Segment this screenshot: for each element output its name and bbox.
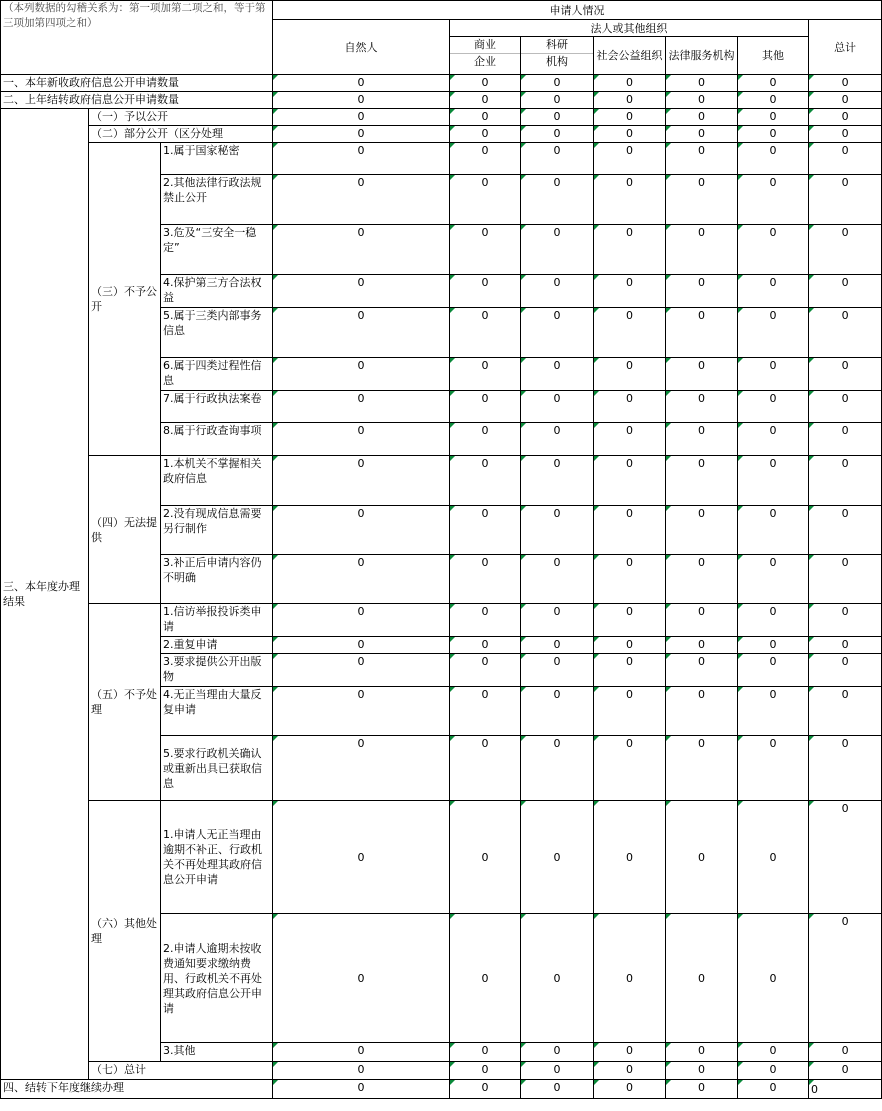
value-cell: 0 [738,391,809,423]
value-cell: 0 [594,126,666,143]
value-cell: 0 [450,654,521,687]
table-row [1,456,882,506]
total-cell: 0 [809,637,882,654]
value-cell: 0 [521,391,594,423]
value-cell: 0 [666,687,738,736]
value-cell: 0 [738,109,809,126]
row-label: 1.属于国家秘密 [161,143,273,175]
value-cell: 0 [273,801,450,914]
value-cell: 0 [594,736,666,801]
table-row [1,1080,882,1099]
value-cell: 0 [594,225,666,275]
value-cell: 0 [450,391,521,423]
value-cell: 0 [666,736,738,801]
total-cell: 0 [809,604,882,637]
total-cell: 0 [809,143,882,175]
value-cell: 0 [450,506,521,555]
row-label: 6.属于四类过程性信息 [161,358,273,391]
value-cell: 0 [521,687,594,736]
value-cell: 0 [594,1062,666,1080]
row-label: 3.要求提供公开出版物 [161,654,273,687]
value-cell: 0 [273,555,450,604]
header-legal: 法律服务机构 [666,37,738,75]
row-label: （一）予以公开 [89,109,273,126]
value-cell: 0 [521,1080,594,1099]
total-cell: 0 [809,687,882,736]
header-natural-person: 自然人 [273,20,450,75]
value-cell: 0 [666,308,738,358]
value-cell: 0 [450,801,521,914]
row-label: 3.补正后申请内容仍不明确 [161,555,273,604]
row-label: 1.信访举报投诉类申请 [161,604,273,637]
header-research-line1: 科研 [521,37,593,54]
header-commercial [450,37,521,75]
value-cell: 0 [273,456,450,506]
value-cell: 0 [273,654,450,687]
value-cell: 0 [666,75,738,92]
value-cell: 0 [666,637,738,654]
total-cell: 0 [809,456,882,506]
value-cell: 0 [521,143,594,175]
value-cell: 0 [521,225,594,275]
group-not-processed: （五）不予处理 [89,604,161,801]
value-cell: 0 [738,308,809,358]
value-cell: 0 [521,109,594,126]
table-row [1,75,882,92]
value-cell: 0 [738,1080,809,1099]
value-cell: 0 [273,423,450,456]
total-cell: 0 [809,391,882,423]
value-cell: 0 [521,308,594,358]
value-cell: 0 [450,109,521,126]
row-label: 二、上年结转政府信息公开申请数量 [1,92,273,109]
header-commercial-line1: 商业 [450,37,520,54]
total-cell: 0 [809,126,882,143]
value-cell: 0 [273,1043,450,1062]
value-cell: 0 [666,1062,738,1080]
value-cell: 0 [273,736,450,801]
total-cell: 0 [809,1043,882,1062]
value-cell: 0 [521,654,594,687]
value-cell: 0 [273,92,450,109]
value-cell: 0 [273,143,450,175]
total-cell: 0 [809,1062,882,1080]
total-cell: 0 [809,914,882,1043]
value-cell: 0 [666,109,738,126]
total-cell: 0 [809,358,882,391]
value-cell: 0 [738,175,809,225]
value-cell: 0 [450,1080,521,1099]
row-label: 3.其他 [161,1043,273,1062]
value-cell: 0 [594,654,666,687]
value-cell: 0 [273,604,450,637]
total-cell: 0 [809,506,882,555]
value-cell: 0 [594,143,666,175]
value-cell: 0 [738,143,809,175]
value-cell: 0 [521,92,594,109]
value-cell: 0 [450,275,521,308]
value-cell: 0 [594,275,666,308]
section-3-label: 三、本年度办理结果 [1,109,89,1080]
value-cell: 0 [738,423,809,456]
value-cell: 0 [594,92,666,109]
total-cell: 0 [809,736,882,801]
value-cell: 0 [450,736,521,801]
row-label: 2.没有现成信息需要另行制作 [161,506,273,555]
value-cell: 0 [450,456,521,506]
value-cell: 0 [738,126,809,143]
value-cell: 0 [521,637,594,654]
row-label: 1.申请人无正当理由逾期不补正、行政机关不再处理其政府信息公开申请 [161,801,273,914]
value-cell: 0 [521,275,594,308]
value-cell: 0 [594,75,666,92]
header-note: （本列数据的勾稽关系为：第一项加第二项之和，等于第三项加第四项之和） [1,1,273,75]
value-cell: 0 [594,456,666,506]
table-row [1,604,882,637]
value-cell: 0 [521,75,594,92]
value-cell: 0 [666,423,738,456]
value-cell: 0 [666,555,738,604]
value-cell: 0 [738,637,809,654]
value-cell: 0 [594,801,666,914]
value-cell: 0 [594,175,666,225]
value-cell: 0 [666,1080,738,1099]
value-cell: 0 [738,736,809,801]
total-cell: 0 [809,423,882,456]
group-other-processing: （六）其他处理 [89,801,161,1062]
table-row [1,1062,882,1080]
value-cell: 0 [450,687,521,736]
value-cell: 0 [666,914,738,1043]
value-cell: 0 [666,175,738,225]
header-applicant: 申请人情况 [273,1,882,20]
value-cell: 0 [450,637,521,654]
header-org-group: 法人或其他组织 [450,20,809,37]
value-cell: 0 [594,308,666,358]
value-cell: 0 [273,109,450,126]
total-cell: 0 [809,75,882,92]
value-cell: 0 [521,604,594,637]
value-cell: 0 [594,914,666,1043]
value-cell: 0 [450,143,521,175]
total-cell: 0 [809,92,882,109]
value-cell: 0 [738,275,809,308]
row-label: 4.无正当理由大量反复申请 [161,687,273,736]
value-cell: 0 [521,126,594,143]
row-label: （七）总计 [89,1062,273,1080]
value-cell: 0 [666,801,738,914]
value-cell: 0 [738,555,809,604]
value-cell: 0 [450,75,521,92]
value-cell: 0 [738,506,809,555]
value-cell: 0 [738,604,809,637]
value-cell: 0 [738,801,809,914]
value-cell: 0 [450,175,521,225]
value-cell: 0 [666,1043,738,1062]
row-label: 2.申请人逾期未按收费通知要求缴纳费用、行政机关不再处理其政府信息公开申请 [161,914,273,1043]
value-cell: 0 [666,143,738,175]
group-not-disclosed: （三）不予公开 [89,143,161,456]
value-cell: 0 [521,736,594,801]
value-cell: 0 [594,358,666,391]
row-label: 4.保护第三方合法权益 [161,275,273,308]
total-cell: 0 [809,275,882,308]
value-cell: 0 [594,555,666,604]
value-cell: 0 [666,506,738,555]
value-cell: 0 [738,92,809,109]
row-label: 3.危及“三安全一稳定” [161,225,273,275]
value-cell: 0 [273,175,450,225]
row-label: 一、本年新收政府信息公开申请数量 [1,75,273,92]
total-cell: 0 [809,225,882,275]
value-cell: 0 [594,423,666,456]
value-cell: 0 [273,225,450,275]
value-cell: 0 [666,225,738,275]
value-cell: 0 [738,358,809,391]
value-cell: 0 [450,308,521,358]
value-cell: 0 [273,1062,450,1080]
header-total: 总计 [809,20,882,75]
value-cell: 0 [666,358,738,391]
value-cell: 0 [273,358,450,391]
header-other: 其他 [738,37,809,75]
value-cell: 0 [666,391,738,423]
row-label: 5.要求行政机关确认或重新出具已获取信息 [161,736,273,801]
value-cell: 0 [273,914,450,1043]
header-research [521,37,594,75]
value-cell: 0 [273,275,450,308]
row-label: 四、结转下年度继续办理 [1,1080,273,1099]
value-cell: 0 [594,506,666,555]
value-cell: 0 [738,654,809,687]
value-cell: 0 [594,109,666,126]
value-cell: 0 [521,423,594,456]
total-cell: 0 [809,175,882,225]
value-cell: 0 [273,687,450,736]
value-cell: 0 [594,687,666,736]
table-row [1,92,882,109]
value-cell: 0 [738,1043,809,1062]
value-cell: 0 [666,126,738,143]
total-cell: 0 [809,308,882,358]
table-row [1,801,882,914]
table-row [1,143,882,175]
value-cell: 0 [450,1043,521,1062]
value-cell: 0 [666,275,738,308]
value-cell: 0 [594,1080,666,1099]
value-cell: 0 [521,175,594,225]
value-cell: 0 [666,92,738,109]
value-cell: 0 [450,604,521,637]
row-label: 5.属于三类内部事务信息 [161,308,273,358]
row-label: 1.本机关不掌握相关政府信息 [161,456,273,506]
value-cell: 0 [666,654,738,687]
header-commercial-line2: 企业 [474,55,497,68]
value-cell: 0 [594,1043,666,1062]
value-cell: 0 [450,225,521,275]
value-cell: 0 [273,391,450,423]
value-cell: 0 [450,126,521,143]
value-cell: 0 [738,914,809,1043]
value-cell: 0 [594,604,666,637]
value-cell: 0 [273,637,450,654]
value-cell: 0 [450,914,521,1043]
value-cell: 0 [666,456,738,506]
value-cell: 0 [738,456,809,506]
value-cell: 0 [521,456,594,506]
table-row [1,126,882,143]
total-cell: 0 [809,801,882,914]
value-cell: 0 [738,75,809,92]
row-label: 7.属于行政执法案卷 [161,391,273,423]
total-cell: 0 [809,1080,882,1099]
value-cell: 0 [738,687,809,736]
value-cell: 0 [450,423,521,456]
value-cell: 0 [273,75,450,92]
value-cell: 0 [273,308,450,358]
value-cell: 0 [521,914,594,1043]
value-cell: 0 [521,358,594,391]
value-cell: 0 [450,555,521,604]
group-unable-provide: （四）无法提供 [89,456,161,604]
value-cell: 0 [450,358,521,391]
row-label: （二）部分公开（区分处理 [89,126,273,143]
value-cell: 0 [738,225,809,275]
header-research-line2: 机构 [546,55,569,68]
value-cell: 0 [273,1080,450,1099]
total-cell: 0 [809,654,882,687]
value-cell: 0 [594,391,666,423]
total-cell: 0 [809,109,882,126]
row-label: 2.其他法律行政法规禁止公开 [161,175,273,225]
value-cell: 0 [521,506,594,555]
value-cell: 0 [521,801,594,914]
row-label: 2.重复申请 [161,637,273,654]
value-cell: 0 [273,126,450,143]
value-cell: 0 [273,506,450,555]
table-row [1,109,882,126]
value-cell: 0 [666,604,738,637]
row-label: 8.属于行政查询事项 [161,423,273,456]
value-cell: 0 [450,92,521,109]
value-cell: 0 [450,1062,521,1080]
value-cell: 0 [594,637,666,654]
value-cell: 0 [521,555,594,604]
header-welfare: 社会公益组织 [594,37,666,75]
value-cell: 0 [521,1043,594,1062]
value-cell: 0 [521,1062,594,1080]
total-cell: 0 [809,555,882,604]
value-cell: 0 [738,1062,809,1080]
